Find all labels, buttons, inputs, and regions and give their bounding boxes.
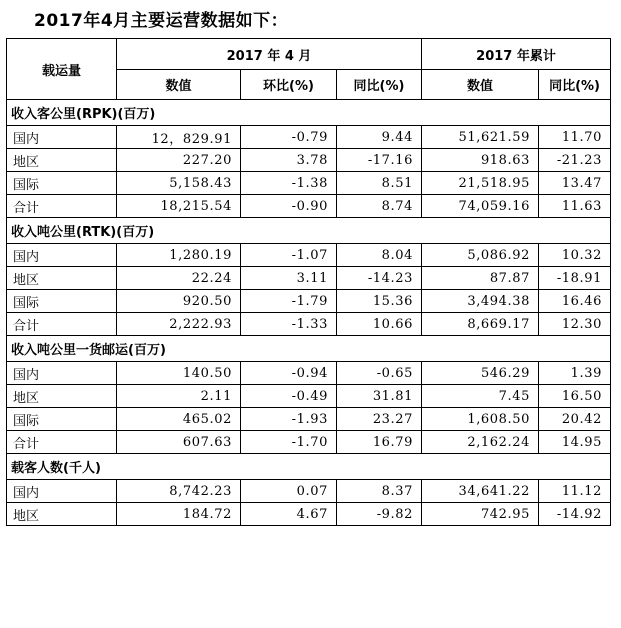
ytd-yoy-cell: 10.32 (539, 244, 611, 267)
ytd-value-cell: 74,059.16 (422, 195, 539, 218)
yoy-cell: 15.36 (337, 290, 422, 313)
value-cell: 12，829.91 (117, 126, 241, 149)
row-label-cell: 地区 (7, 267, 117, 290)
row-label-cell: 国内 (7, 244, 117, 267)
section-title: 收入吨公里(RTK)(百万) (7, 218, 611, 244)
table-row (7, 313, 611, 336)
section-title: 载客人数(千人) (7, 454, 611, 480)
value-cell: 5,158.43 (117, 172, 241, 195)
ytd-value-cell: 7.45 (422, 385, 539, 408)
table-row (7, 503, 611, 526)
value-cell: 2.11 (117, 385, 241, 408)
mom-cell: -1.38 (241, 172, 337, 195)
yoy-cell: 8.51 (337, 172, 422, 195)
header-row-label: 载运量 (7, 39, 117, 100)
section-header-row (7, 218, 611, 244)
section-title: 收入客公里(RPK)(百万) (7, 100, 611, 126)
page-title: 2017年4月主要运营数据如下： (34, 11, 289, 31)
table-row (7, 290, 611, 313)
ytd-yoy-cell: 13.47 (539, 172, 611, 195)
mom-cell: -0.94 (241, 362, 337, 385)
value-cell: 184.72 (117, 503, 241, 526)
row-label-cell: 合计 (7, 195, 117, 218)
ytd-yoy-cell: 11.12 (539, 480, 611, 503)
row-label-cell: 地区 (7, 149, 117, 172)
ytd-value-cell: 87.87 (422, 267, 539, 290)
table-row (7, 431, 611, 454)
table-row (7, 267, 611, 290)
row-label-cell: 国际 (7, 408, 117, 431)
yoy-cell: -0.65 (337, 362, 422, 385)
ytd-yoy-cell: 11.70 (539, 126, 611, 149)
section-header-row (7, 336, 611, 362)
ytd-value-cell: 8,669.17 (422, 313, 539, 336)
mom-cell: -0.79 (241, 126, 337, 149)
yoy-cell: 9.44 (337, 126, 422, 149)
value-cell: 227.20 (117, 149, 241, 172)
table-row (7, 362, 611, 385)
yoy-cell: 16.79 (337, 431, 422, 454)
row-label-cell: 国内 (7, 362, 117, 385)
ytd-yoy-cell: -14.92 (539, 503, 611, 526)
ytd-yoy-cell: -21.23 (539, 149, 611, 172)
header-value: 数值 (117, 70, 241, 100)
mom-cell: 4.67 (241, 503, 337, 526)
header-yoy: 同比(%) (337, 70, 422, 100)
header-ytd-value: 数值 (422, 70, 539, 100)
ytd-value-cell: 51,621.59 (422, 126, 539, 149)
mom-cell: -0.90 (241, 195, 337, 218)
ytd-value-cell: 918.63 (422, 149, 539, 172)
row-label-cell: 国际 (7, 172, 117, 195)
row-label-cell: 国内 (7, 126, 117, 149)
ytd-value-cell: 3,494.38 (422, 290, 539, 313)
table-row (7, 172, 611, 195)
mom-cell: -1.33 (241, 313, 337, 336)
mom-cell: 0.07 (241, 480, 337, 503)
row-label-cell: 合计 (7, 313, 117, 336)
mom-cell: -1.79 (241, 290, 337, 313)
ytd-value-cell: 2,162.24 (422, 431, 539, 454)
value-cell: 18,215.54 (117, 195, 241, 218)
header-group-month: 2017 年 4 月 (117, 39, 422, 70)
ytd-yoy-cell: 16.46 (539, 290, 611, 313)
ytd-value-cell: 1,608.50 (422, 408, 539, 431)
header-group-ytd: 2017 年累计 (422, 39, 611, 70)
value-cell: 2,222.93 (117, 313, 241, 336)
value-cell: 140.50 (117, 362, 241, 385)
row-label-cell: 地区 (7, 503, 117, 526)
value-cell: 465.02 (117, 408, 241, 431)
table-row (7, 126, 611, 149)
header-ytd-yoy: 同比(%) (539, 70, 611, 100)
ytd-yoy-cell: 11.63 (539, 195, 611, 218)
table-row (7, 244, 611, 267)
ytd-yoy-cell: 16.50 (539, 385, 611, 408)
table-row (7, 480, 611, 503)
ytd-yoy-cell: -18.91 (539, 267, 611, 290)
yoy-cell: 8.37 (337, 480, 422, 503)
header-mom: 环比(%) (241, 70, 337, 100)
yoy-cell: -9.82 (337, 503, 422, 526)
ytd-value-cell: 546.29 (422, 362, 539, 385)
table-row (7, 408, 611, 431)
value-cell: 920.50 (117, 290, 241, 313)
yoy-cell: 10.66 (337, 313, 422, 336)
ytd-value-cell: 21,518.95 (422, 172, 539, 195)
mom-cell: -1.07 (241, 244, 337, 267)
yoy-cell: -14.23 (337, 267, 422, 290)
ytd-value-cell: 34,641.22 (422, 480, 539, 503)
yoy-cell: -17.16 (337, 149, 422, 172)
section-header-row (7, 454, 611, 480)
section-title: 收入吨公里一货邮运(百万) (7, 336, 611, 362)
mom-cell: -0.49 (241, 385, 337, 408)
ytd-yoy-cell: 20.42 (539, 408, 611, 431)
operating-data-table (6, 38, 611, 526)
row-label-cell: 合计 (7, 431, 117, 454)
table-body (7, 100, 611, 526)
section-header-row (7, 100, 611, 126)
mom-cell: -1.70 (241, 431, 337, 454)
row-label-cell: 国际 (7, 290, 117, 313)
table-row (7, 385, 611, 408)
yoy-cell: 31.81 (337, 385, 422, 408)
ytd-yoy-cell: 1.39 (539, 362, 611, 385)
ytd-yoy-cell: 14.95 (539, 431, 611, 454)
value-cell: 1,280.19 (117, 244, 241, 267)
ytd-value-cell: 5,086.92 (422, 244, 539, 267)
yoy-cell: 23.27 (337, 408, 422, 431)
yoy-cell: 8.04 (337, 244, 422, 267)
yoy-cell: 8.74 (337, 195, 422, 218)
ytd-yoy-cell: 12.30 (539, 313, 611, 336)
mom-cell: -1.93 (241, 408, 337, 431)
row-label-cell: 地区 (7, 385, 117, 408)
table-row (7, 195, 611, 218)
value-cell: 607.63 (117, 431, 241, 454)
row-label-cell: 国内 (7, 480, 117, 503)
ytd-value-cell: 742.95 (422, 503, 539, 526)
mom-cell: 3.78 (241, 149, 337, 172)
table-row (7, 149, 611, 172)
value-cell: 22.24 (117, 267, 241, 290)
value-cell: 8,742.23 (117, 480, 241, 503)
mom-cell: 3.11 (241, 267, 337, 290)
